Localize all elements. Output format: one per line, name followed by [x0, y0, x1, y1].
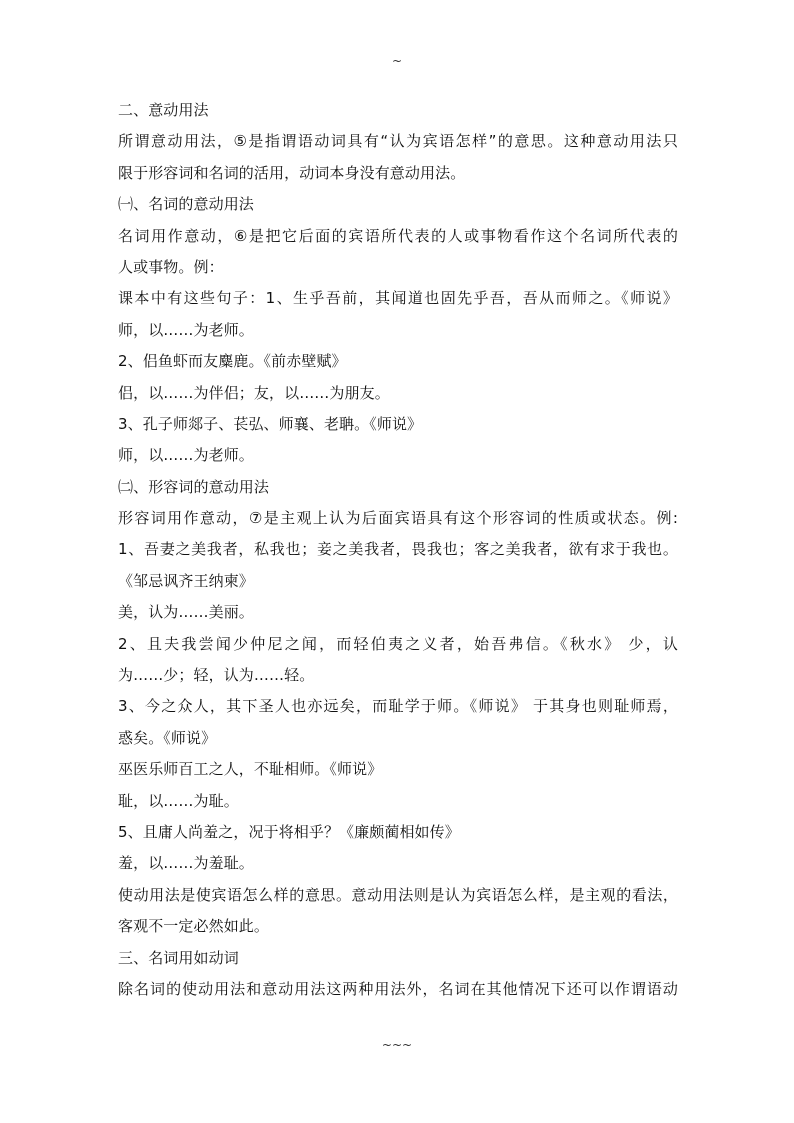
- text-line: 5、且庸人尚羞之，况于将相乎？《廉颇蔺相如传》: [118, 822, 460, 841]
- text-line: 人或事物。例：: [118, 257, 224, 276]
- text-line: 3、孔子师郯子、苌弘、师襄、老聃。《师说》: [118, 414, 423, 433]
- text-line: 羞，以……为羞耻。: [118, 854, 254, 873]
- header-mark: ~: [391, 54, 403, 68]
- text-line: 二、意动用法: [118, 101, 209, 119]
- text-line: 美，认为……美丽。: [118, 603, 254, 622]
- text-line: 为……少；轻，认为……轻。: [118, 666, 315, 685]
- text-line: 3、今之众人，其下圣人也亦远矣，而耻学于师。《师说》 于其身也则耻师焉，: [118, 697, 678, 716]
- text-line: ㈠、名词的意动用法: [118, 195, 254, 214]
- text-line: 除名词的使动用法和意动用法这两种用法外，名词在其他情况下还可以作谓语动: [118, 979, 678, 998]
- text-line: 使动用法是使宾语怎么样的意思。意动用法则是认为宾语怎么样，是主观的看法，: [118, 885, 678, 904]
- text-line: 形容词用作意动，⑦是主观上认为后面宾语具有这个形容词的性质或状态。例:: [118, 509, 678, 528]
- text-line: 师，以……为老师。: [118, 446, 254, 465]
- text-line: ㈡、形容词的意动用法: [118, 477, 270, 496]
- text-line: 师，以……为老师。: [118, 320, 254, 339]
- text-line: 2、侣鱼虾而友麋鹿。《前赤壁赋》: [118, 352, 347, 371]
- text-line: 名词用作意动，⑥是把它后面的宾语所代表的人或事物看作这个名词所代表的: [118, 226, 678, 245]
- text-line: 耻，以……为耻。: [118, 791, 239, 810]
- text-line: 所谓意动用法，⑤是指谓语动词具有“认为宾语怎样”的意思。这种意动用法只: [118, 132, 678, 151]
- text-line: 2、且夫我尝闻少仲尼之闻，而轻伯夷之义者，始吾弗信。《秋水》 少，认: [118, 634, 678, 653]
- footer-mark: ~~~: [381, 1038, 413, 1052]
- text-line: 侣，以……为伴侣；友，以……为朋友。: [118, 383, 390, 402]
- text-line: 限于形容词和名词的活用，动词本身没有意动用法。: [118, 163, 466, 182]
- text-line: 客观不一定必然如此。: [118, 917, 270, 936]
- text-line: 课本中有这些句子：1、生乎吾前，其闻道也固先乎吾，吾从而师之。《师说》: [118, 289, 678, 308]
- text-line: 巫医乐师百工之人，不耻相师。《师说》: [118, 760, 383, 779]
- text-line: 三、名词用如动词: [118, 948, 239, 967]
- text-line: 1、吾妻之美我者，私我也；妾之美我者，畏我也；客之美我者，欲有求于我也。: [118, 540, 678, 559]
- text-line: 《邹忌讽齐王纳柬》: [118, 571, 254, 590]
- document-body: [118, 95, 678, 1005]
- text-line: 惑矣。《师说》: [118, 728, 217, 747]
